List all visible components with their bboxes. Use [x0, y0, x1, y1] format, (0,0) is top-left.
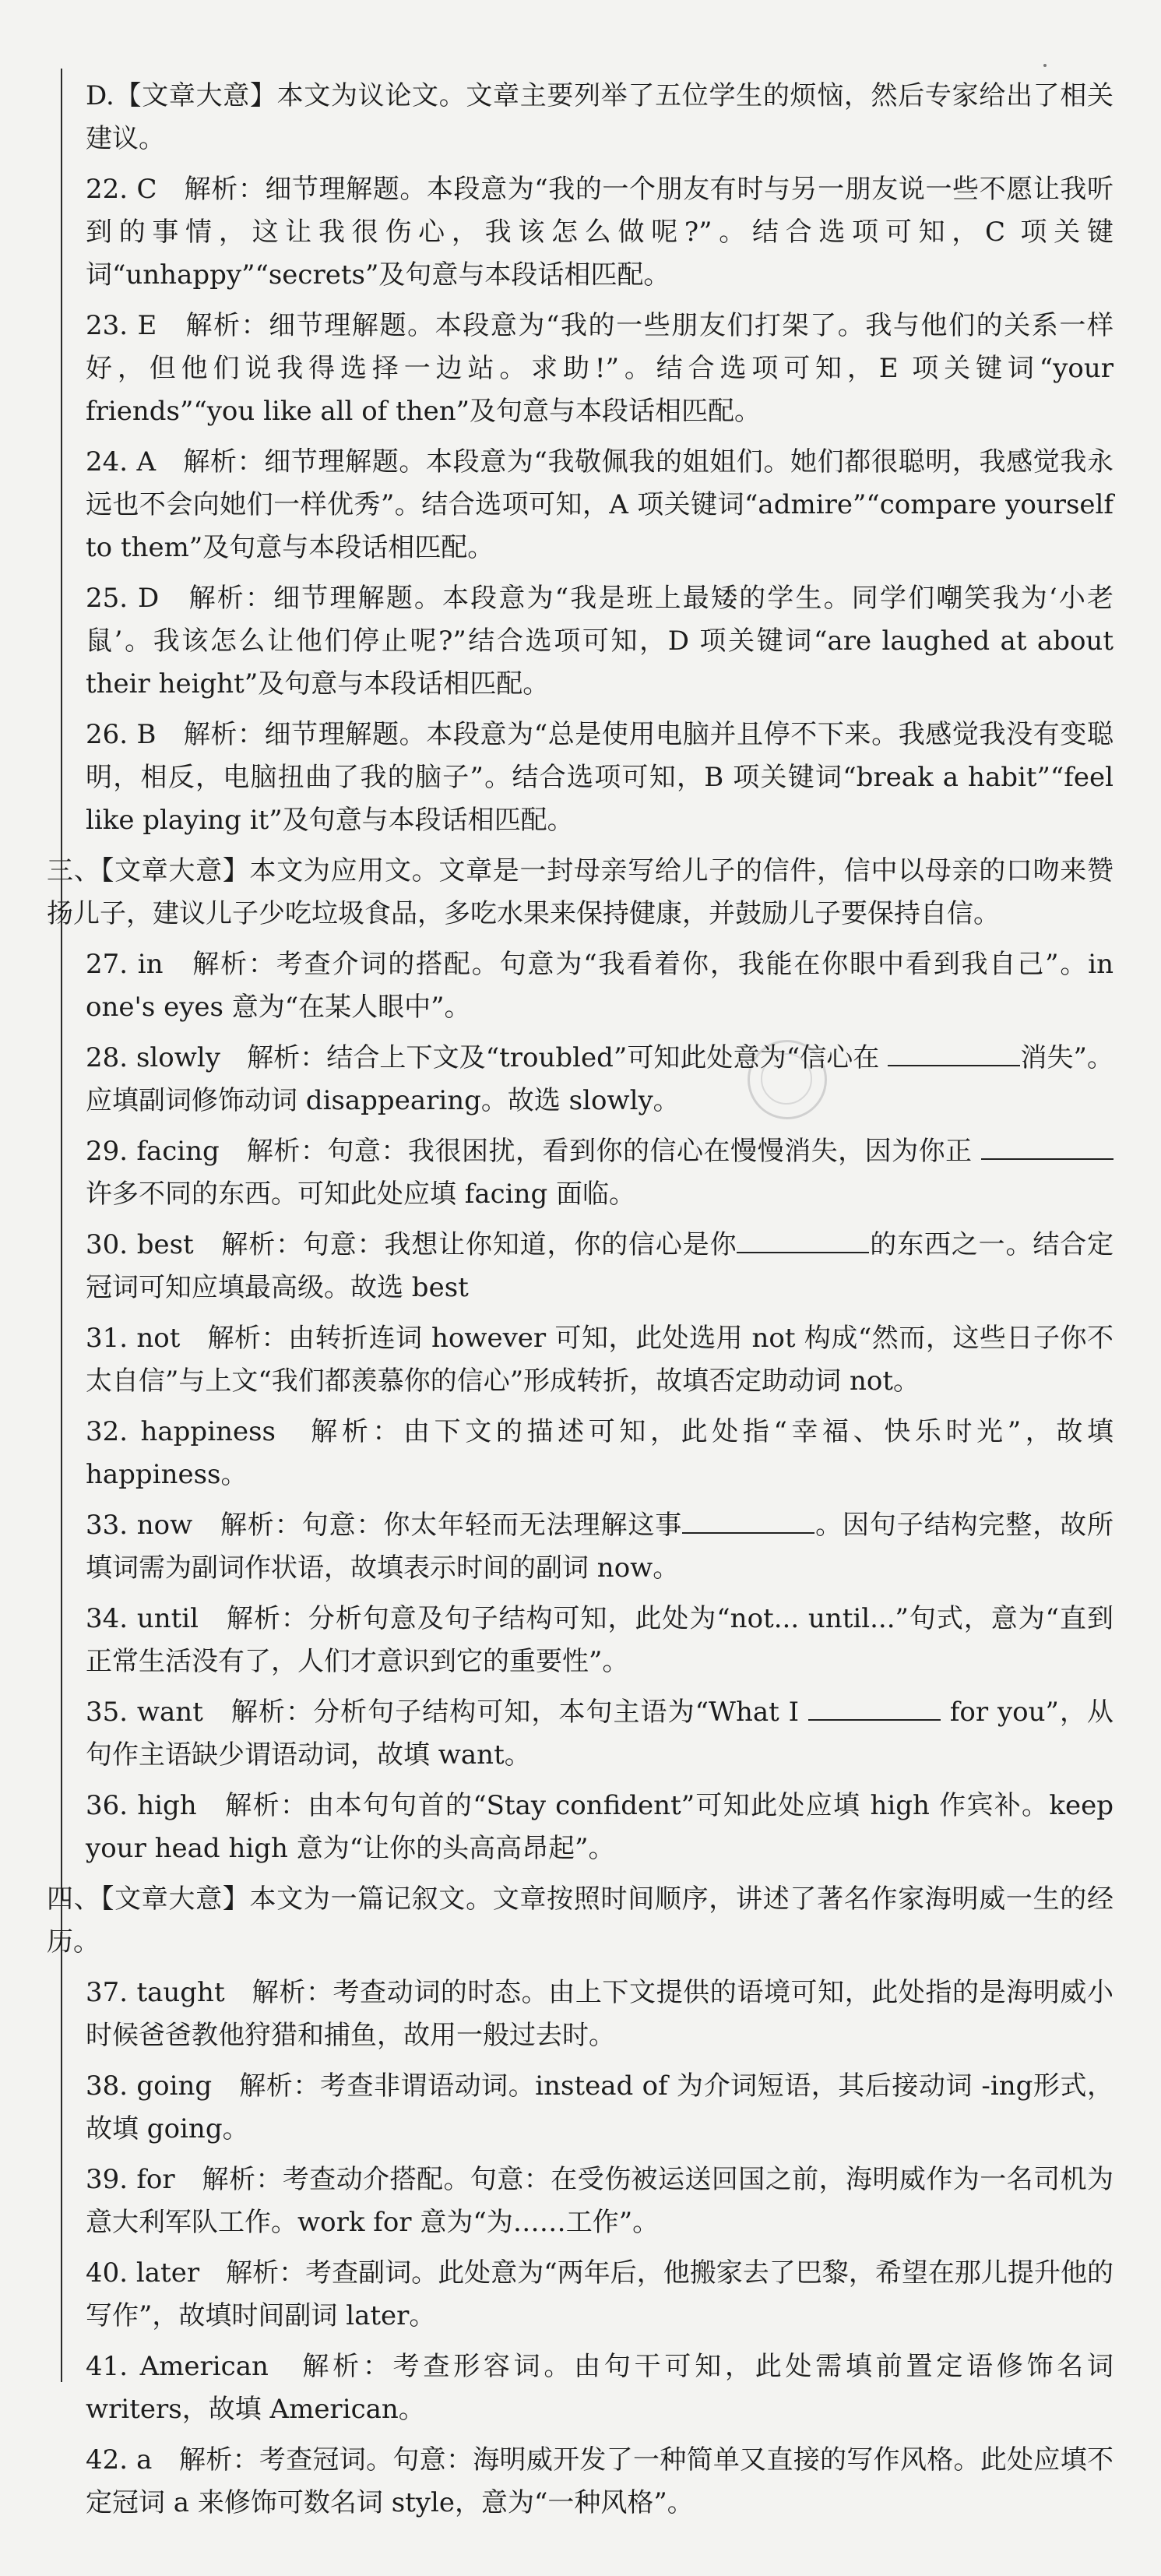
- answer-25: 25. D 解析：细节理解题。本段意为“我是班上最矮的学生。同学们嘲笑我为‘小老鼠’。我该怎么让他们停止呢?”结合选项可知，D 项关键词“are laughed at about their height”及句意与本段话相匹配。: [86, 583, 1114, 700]
- answer-22: 22. C 解析：细节理解题。本段意为“我的一个朋友有时与另一朋友说一些不愿让我听到的事情，这让我很伤心，我该怎么做呢?”。结合选项可知，C 项关键词“unhappy”“secrets”及句意与本段话相匹配。: [86, 174, 1114, 291]
- fill-blank: [682, 1509, 814, 1534]
- answer-35: [86, 1691, 1114, 1777]
- answer-26: 26. B 解析：细节理解题。本段意为“总是使用电脑并且停不下来。我感觉我没有变聪明，相反，电脑扭曲了我的脑子”。结合选项可知，B 项关键词“break a habit”“feel like playing it”及句意与本段话相匹配。: [86, 719, 1114, 836]
- scan-speck: [1043, 64, 1047, 67]
- answer-27: 27. in 解析：考查介词的搭配。句意为“我看着你，我能在你眼中看到我自己”。in one's eyes 意为“在某人眼中”。: [86, 949, 1114, 1023]
- section-summary-d: D.【文章大意】本文为议论文。文章主要列举了五位学生的烦恼，然后专家给出了相关建议。: [86, 80, 1114, 154]
- answer-39: 39. for 解析：考查动介搭配。句意：在受伤被运送回国之前，海明威作为一名司机为意大利军队工作。work for 意为“为……工作”。: [86, 2164, 1114, 2238]
- answer-33: [86, 1504, 1114, 1590]
- answer-35-part-a: 35. want 解析：分析句子结构可知，本句主语为“What I: [86, 1697, 800, 1728]
- answer-29-part-a: 29. facing 解析：句意：我很困扰，看到你的信心在慢慢消失，因为你正: [86, 1136, 973, 1167]
- answer-content: [47, 75, 1114, 2532]
- answer-28-part-a: 28. slowly 解析：结合上下文及“troubled”可知此处意为“信心在: [86, 1042, 880, 1073]
- fill-blank: [981, 1135, 1114, 1160]
- section-4-summary: 四、【文章大意】本文为一篇记叙文。文章按照时间顺序，讲述了著名作家海明威一生的经历。: [47, 1884, 1114, 1958]
- answer-32: 32. happiness 解析：由下文的描述可知，此处指“幸福、快乐时光”，故填 happiness。: [86, 1416, 1114, 1490]
- answer-30-part-a: 30. best 解析：句意：我想让你知道，你的信心是你: [86, 1229, 737, 1260]
- answer-41: 41. American 解析：考查形容词。由句干可知，此处需填前置定语修饰名词 writers，故填 American。: [86, 2351, 1114, 2425]
- answer-28: [86, 1037, 1114, 1122]
- answer-31: 31. not 解析：由转折连词 however 可知，此处选用 not 构成“然而，这些日子你不太自信”与上文“我们都羡慕你的信心”形成转折，故填否定助动词 not。: [86, 1323, 1114, 1397]
- answer-37: 37. taught 解析：考查动词的时态。由上下文提供的语境可知，此处指的是海明威小时候爸爸教他狩猎和捕鱼，故用一般过去时。: [86, 1977, 1114, 2051]
- fill-blank: [808, 1696, 941, 1721]
- fill-blank: [888, 1041, 1020, 1066]
- answer-36: 36. high 解析：由本句句首的“Stay confident”可知此处应填 high 作宾补。keep your head high 意为“让你的头高高昂起”。: [86, 1790, 1114, 1864]
- answer-38: 38. going 解析：考查非谓语动词。instead of 为介词短语，其后接动词 -ing形式，故填 going。: [86, 2070, 1114, 2144]
- answer-40: 40. later 解析：考查副词。此处意为“两年后，他搬家去了巴黎，希望在那儿提升他的写作”，故填时间副词 later。: [86, 2257, 1114, 2331]
- answer-23: 23. E 解析：细节理解题。本段意为“我的一些朋友们打架了。我与他们的关系一样好，但他们说我得选择一边站。求助!”。结合选项可知，E 项关键词“your friends”“you like all of then”及句意与本段话相匹配。: [86, 310, 1114, 427]
- answer-29-part-b: 许多不同的东西。可知此处应填 facing 面临。: [86, 1179, 636, 1210]
- answer-29: [86, 1130, 1114, 1216]
- answer-24: 24. A 解析：细节理解题。本段意为“我敬佩我的姐姐们。她们都很聪明，我感觉我永远也不会向她们一样优秀”。结合选项可知，A 项关键词“admire”“compare yourself to them”及句意与本段话相匹配。: [86, 446, 1114, 563]
- fill-blank: [737, 1228, 869, 1253]
- answer-28-part-b: 消失”。应填副词修饰动词 disappearing。故选 slowly。: [86, 1042, 1114, 1116]
- answer-34: 34. until 解析：分析句意及句子结构可知，此处为“not... until...”句式，意为“直到正常生活没有了，人们才意识到它的重要性”。: [86, 1603, 1114, 1677]
- margin-rule: [61, 69, 62, 2382]
- answer-30-part-b: 的东西之一。结合定冠词可知应填最高级。故选 best: [86, 1229, 1114, 1303]
- answer-33-part-a: 33. now 解析：句意：你太年轻而无法理解这事: [86, 1510, 683, 1541]
- answer-35-part-b: for you”，从句作主语缺少谓语动词，故填 want。: [86, 1697, 1114, 1771]
- answer-33-part-b: 。因句子结构完整，故所填词需为副词作状语，故填表示时间的副词 now。: [86, 1510, 1114, 1584]
- section-3-summary: 三、【文章大意】本文为应用文。文章是一封母亲写给儿子的信件，信中以母亲的口吻来赞扬儿子，建议儿子少吃垃圾食品，多吃水果来保持健康，并鼓励儿子要保持自信。: [47, 855, 1114, 929]
- answer-42: 42. a 解析：考查冠词。句意：海明威开发了一种简单又直接的写作风格。此处应填不定冠词 a 来修饰可数名词 style，意为“一种风格”。: [86, 2444, 1114, 2518]
- answer-30: [86, 1224, 1114, 1309]
